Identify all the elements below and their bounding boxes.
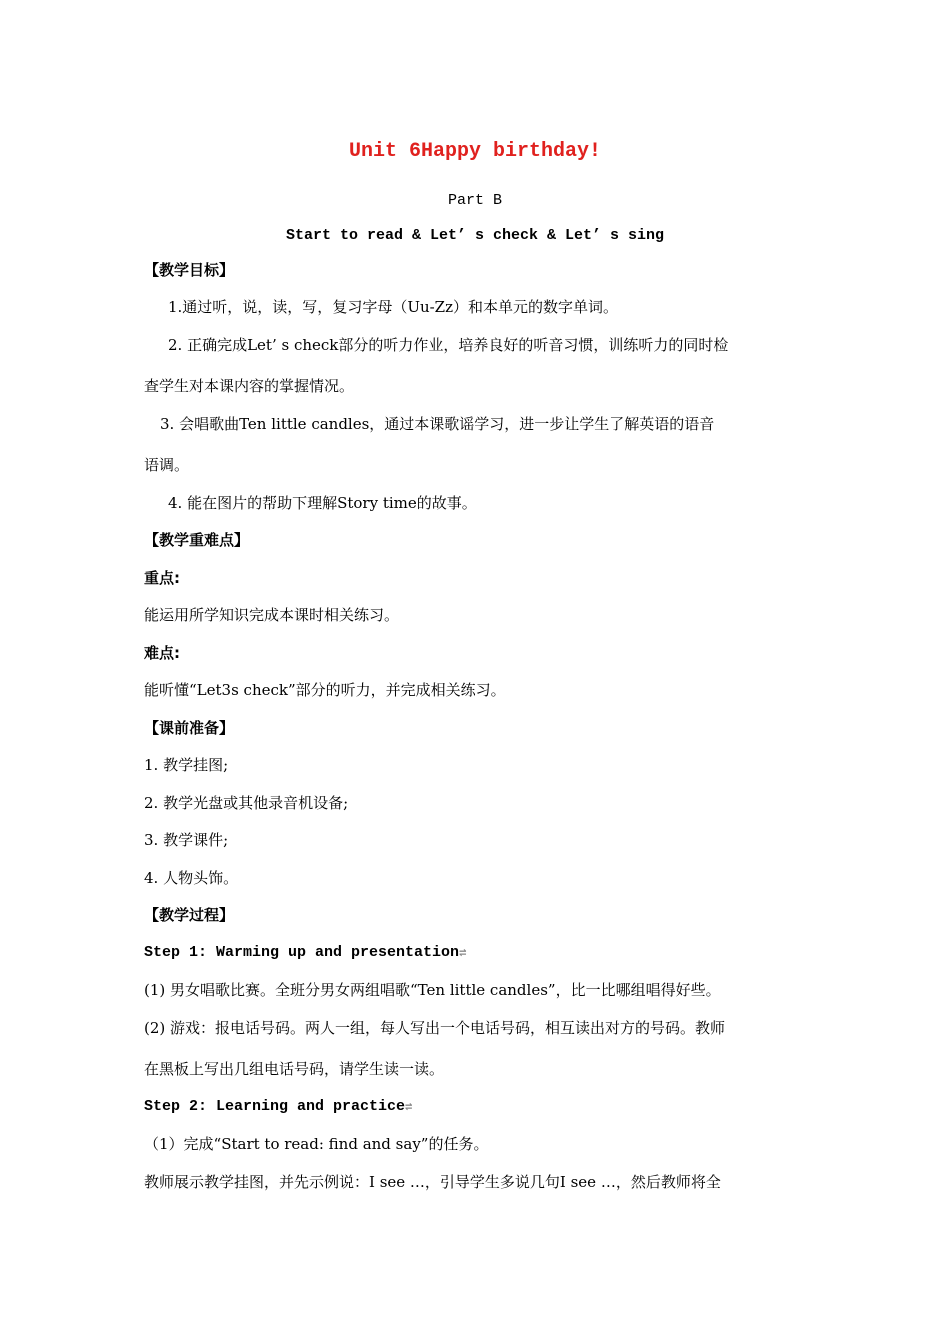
step-2-text: Step 2: Learning and practice (144, 1098, 406, 1115)
prep-item-2: 2. 教学光盘或其他录音机设备; (144, 794, 349, 812)
objective-2-line-1: 2. 正确完成Let’ s check部分的听力作业，培养良好的听音习惯，训练听力的同时检 (168, 336, 729, 354)
objective-1: 1.通过听，说，读，写，复习字母（Uu-Zz）和本单元的数字单词。 (168, 298, 619, 316)
difficulty-label: 难点: (144, 644, 180, 662)
lesson-subtitle: Start to read & Let’ s check & Let’ s sing (285, 227, 665, 244)
objective-2-line-2: 查学生对本课内容的掌握情况。 (144, 377, 355, 395)
step-1-item-2-line-1: (2) 游戏：报电话号码。两人一组，每人写出一个电话号码，相互读出对方的号码。教师 (144, 1019, 726, 1037)
objective-3-line-1: 3. 会唱歌曲Ten little candles，通过本课歌谣学习，进一步让学生了解英语的语音 (160, 415, 715, 433)
step-1-item-1: (1) 男女唱歌比赛。全班分男女两组唱歌“Ten little candles”，比一比哪组唱得好些。 (144, 981, 721, 999)
prep-item-3: 3. 教学课件; (144, 831, 229, 849)
part-heading: Part B (447, 192, 502, 209)
key-point-text: 能运用所学知识完成本课时相关练习。 (144, 606, 400, 624)
step-1-heading (144, 943, 466, 963)
objective-3-line-2: 语调。 (144, 456, 190, 474)
paragraph-mark-icon: ⇌ (459, 946, 467, 960)
step-2-heading (144, 1097, 412, 1117)
prep-item-1: 1. 教学挂图; (144, 756, 229, 774)
objective-4: 4. 能在图片的帮助下理解Story time的故事。 (168, 494, 477, 512)
key-point-label: 重点: (144, 569, 180, 587)
step-1-text: Step 1: Warming up and presentation (144, 944, 460, 961)
difficulty-text: 能听懂“Let3s check”部分的听力，并完成相关练习。 (144, 681, 506, 699)
section-heading-process: 【教学过程】 (144, 906, 235, 924)
section-heading-preparation: 【课前准备】 (144, 719, 235, 737)
step-2-paragraph: 教师展示教学挂图，并先示例说：I see …，引导学生多说几句I see …，然后教师将全 (144, 1173, 721, 1191)
section-heading-objectives: 【教学目标】 (144, 261, 235, 279)
prep-item-4: 4. 人物头饰。 (144, 869, 239, 887)
step-2-item-1: （1）完成“Start to read: find and say”的任务。 (144, 1135, 489, 1153)
paragraph-mark-icon: ⇌ (405, 1100, 413, 1114)
step-1-item-2-line-2: 在黑板上写出几组电话号码，请学生读一读。 (144, 1060, 445, 1078)
document-title: Unit 6Happy birthday! (348, 140, 602, 163)
section-heading-keypoints: 【教学重难点】 (144, 531, 250, 549)
